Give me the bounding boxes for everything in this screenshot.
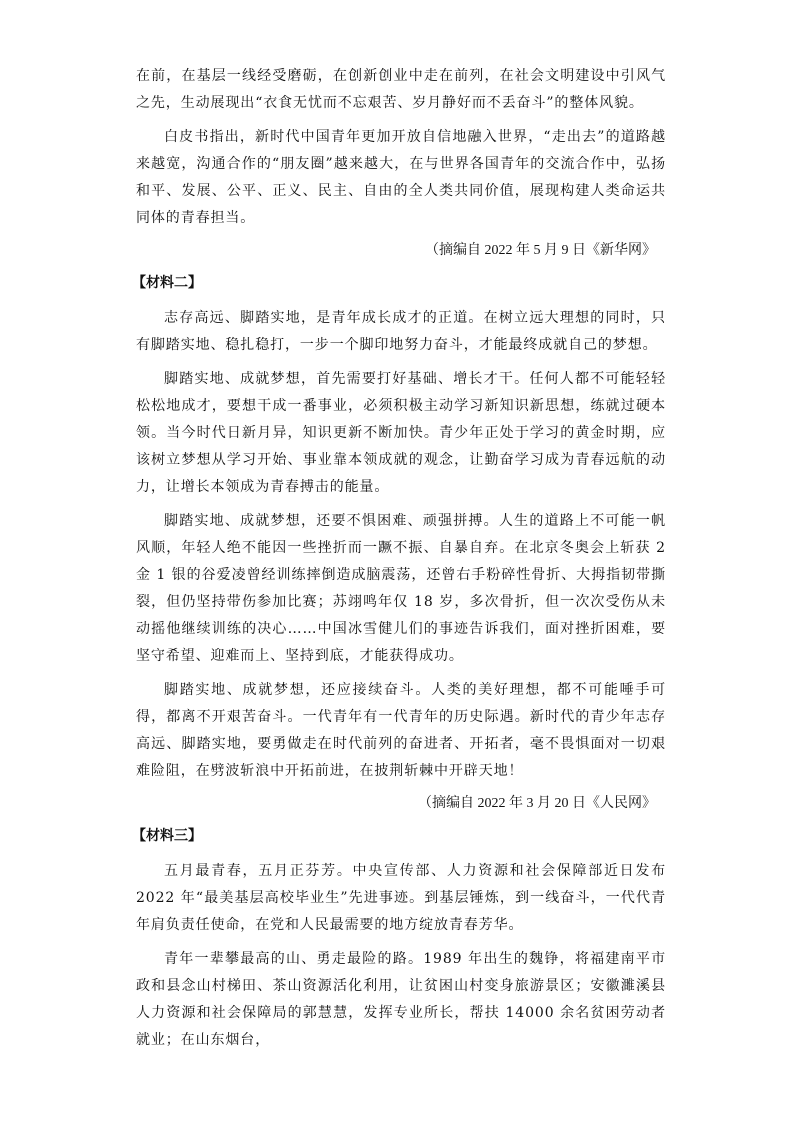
material-two-paragraph-1: 志存高远、脚踏实地，是青年成长成才的正道。在树立远大理想的同时，只有脚踏实地、稳扎稳打，一步一个脚印地努力奋斗，才能最终成就自己的梦想。 bbox=[136, 310, 666, 353]
material-two-heading: 【材料二】 bbox=[132, 275, 202, 291]
material-two-paragraph-4: 脚踏实地、成就梦想，还应接续奋斗。人类的美好理想，都不可能唾手可得，都离不开艰苦奋斗。一代青年有一代青年的历史际遇。新时代的青少年志存高远、脚踏实地，要勇做走在时代前列的奋进者、开拓者，毫不畏惧面对一切艰难险阻，在劈波斩浪中开拓前进，在披荆斩棘中开辟天地！ bbox=[136, 682, 666, 779]
material-two-paragraph-3: 脚踏实地、成就梦想，还要不惧困难、顽强拼搏。人生的道路上不可能一帆风顺，年轻人绝不能因一些挫折而一蹶不振、自暴自弃。在北京冬奥会上斩获 2 金 1 银的谷爱凌曾经训练摔倒造成脑震荡，还曾右手粉碎性骨折、大拇指韧带撕裂，但仍坚持带伤参加比赛；苏翊鸣年仅 18 岁，多次骨折，但一次次受伤从未动摇他继续训练的决心……中国冰雪健儿们的事迹告诉我们，面对挫折困难，要坚守希望、迎难而上、坚持到底，才能获得成功。 bbox=[136, 513, 666, 664]
material-two-paragraph-2: 脚踏实地、成就梦想，首先需要打好基础、增长才干。任何人都不可能轻轻松松地成才，要想干成一番事业，必须积极主动学习新知识新思想，练就过硬本领。当今时代日新月异，知识更新不断加快。青少年正处于学习的黄金时期，应该树立梦想从学习开始、事业靠本领成就的观念，让勤奋学习成为青春远航的动力，让增长本领成为青春搏击的能量。 bbox=[136, 371, 666, 495]
material-one-paragraph-1: 在前，在基层一线经受磨砺，在创新创业中走在前列，在社会文明建设中引风气之先，生动展现出“衣食无忧而不忘艰苦、岁月静好而不丢奋斗”的整体风貌。 bbox=[136, 68, 666, 111]
material-two-source: （摘编自 2022 年 3 月 20 日《人民网》 bbox=[418, 796, 656, 811]
material-one-source: （摘编自 2022 年 5 月 9 日《新华网》 bbox=[425, 243, 656, 258]
material-one-paragraph-2: 白皮书指出，新时代中国青年更加开放自信地融入世界，“走出去”的道路越来越宽，沟通合作的“朋友圈”越来越大，在与世界各国青年的交流合作中，弘扬和平、发展、公平、正义、民主、自由的全人类共同价值，展现构建人类命运共同体的青春担当。 bbox=[136, 129, 666, 226]
material-three-heading: 【材料三】 bbox=[132, 828, 202, 844]
material-two-section bbox=[132, 271, 666, 816]
material-three-paragraph-1: 五月最青春，五月正芬芳。中央宣传部、人力资源和社会保障部近日发布 2022 年“最美基层高校毕业生”先进事迹。到基层锤炼，到一线奋斗，一代代青年肩负责任使命，在党和人民最需要的地方绽放青春芳华。 bbox=[136, 863, 666, 933]
material-three-section bbox=[132, 824, 666, 1054]
document-body bbox=[132, 63, 666, 1061]
material-one-section bbox=[136, 63, 666, 263]
material-three-paragraph-2: 青年一辈攀最高的山、勇走最险的路。1989 年出生的魏铮，将福建南平市政和县念山村梯田、茶山资源活化利用，让贫困山村变身旅游景区；安徽濉溪县人力资源和社会保障局的郭慧慧，发挥专业所长，帮扶 14000 余名贫困劳动者就业；在山东烟台， bbox=[136, 951, 666, 1048]
